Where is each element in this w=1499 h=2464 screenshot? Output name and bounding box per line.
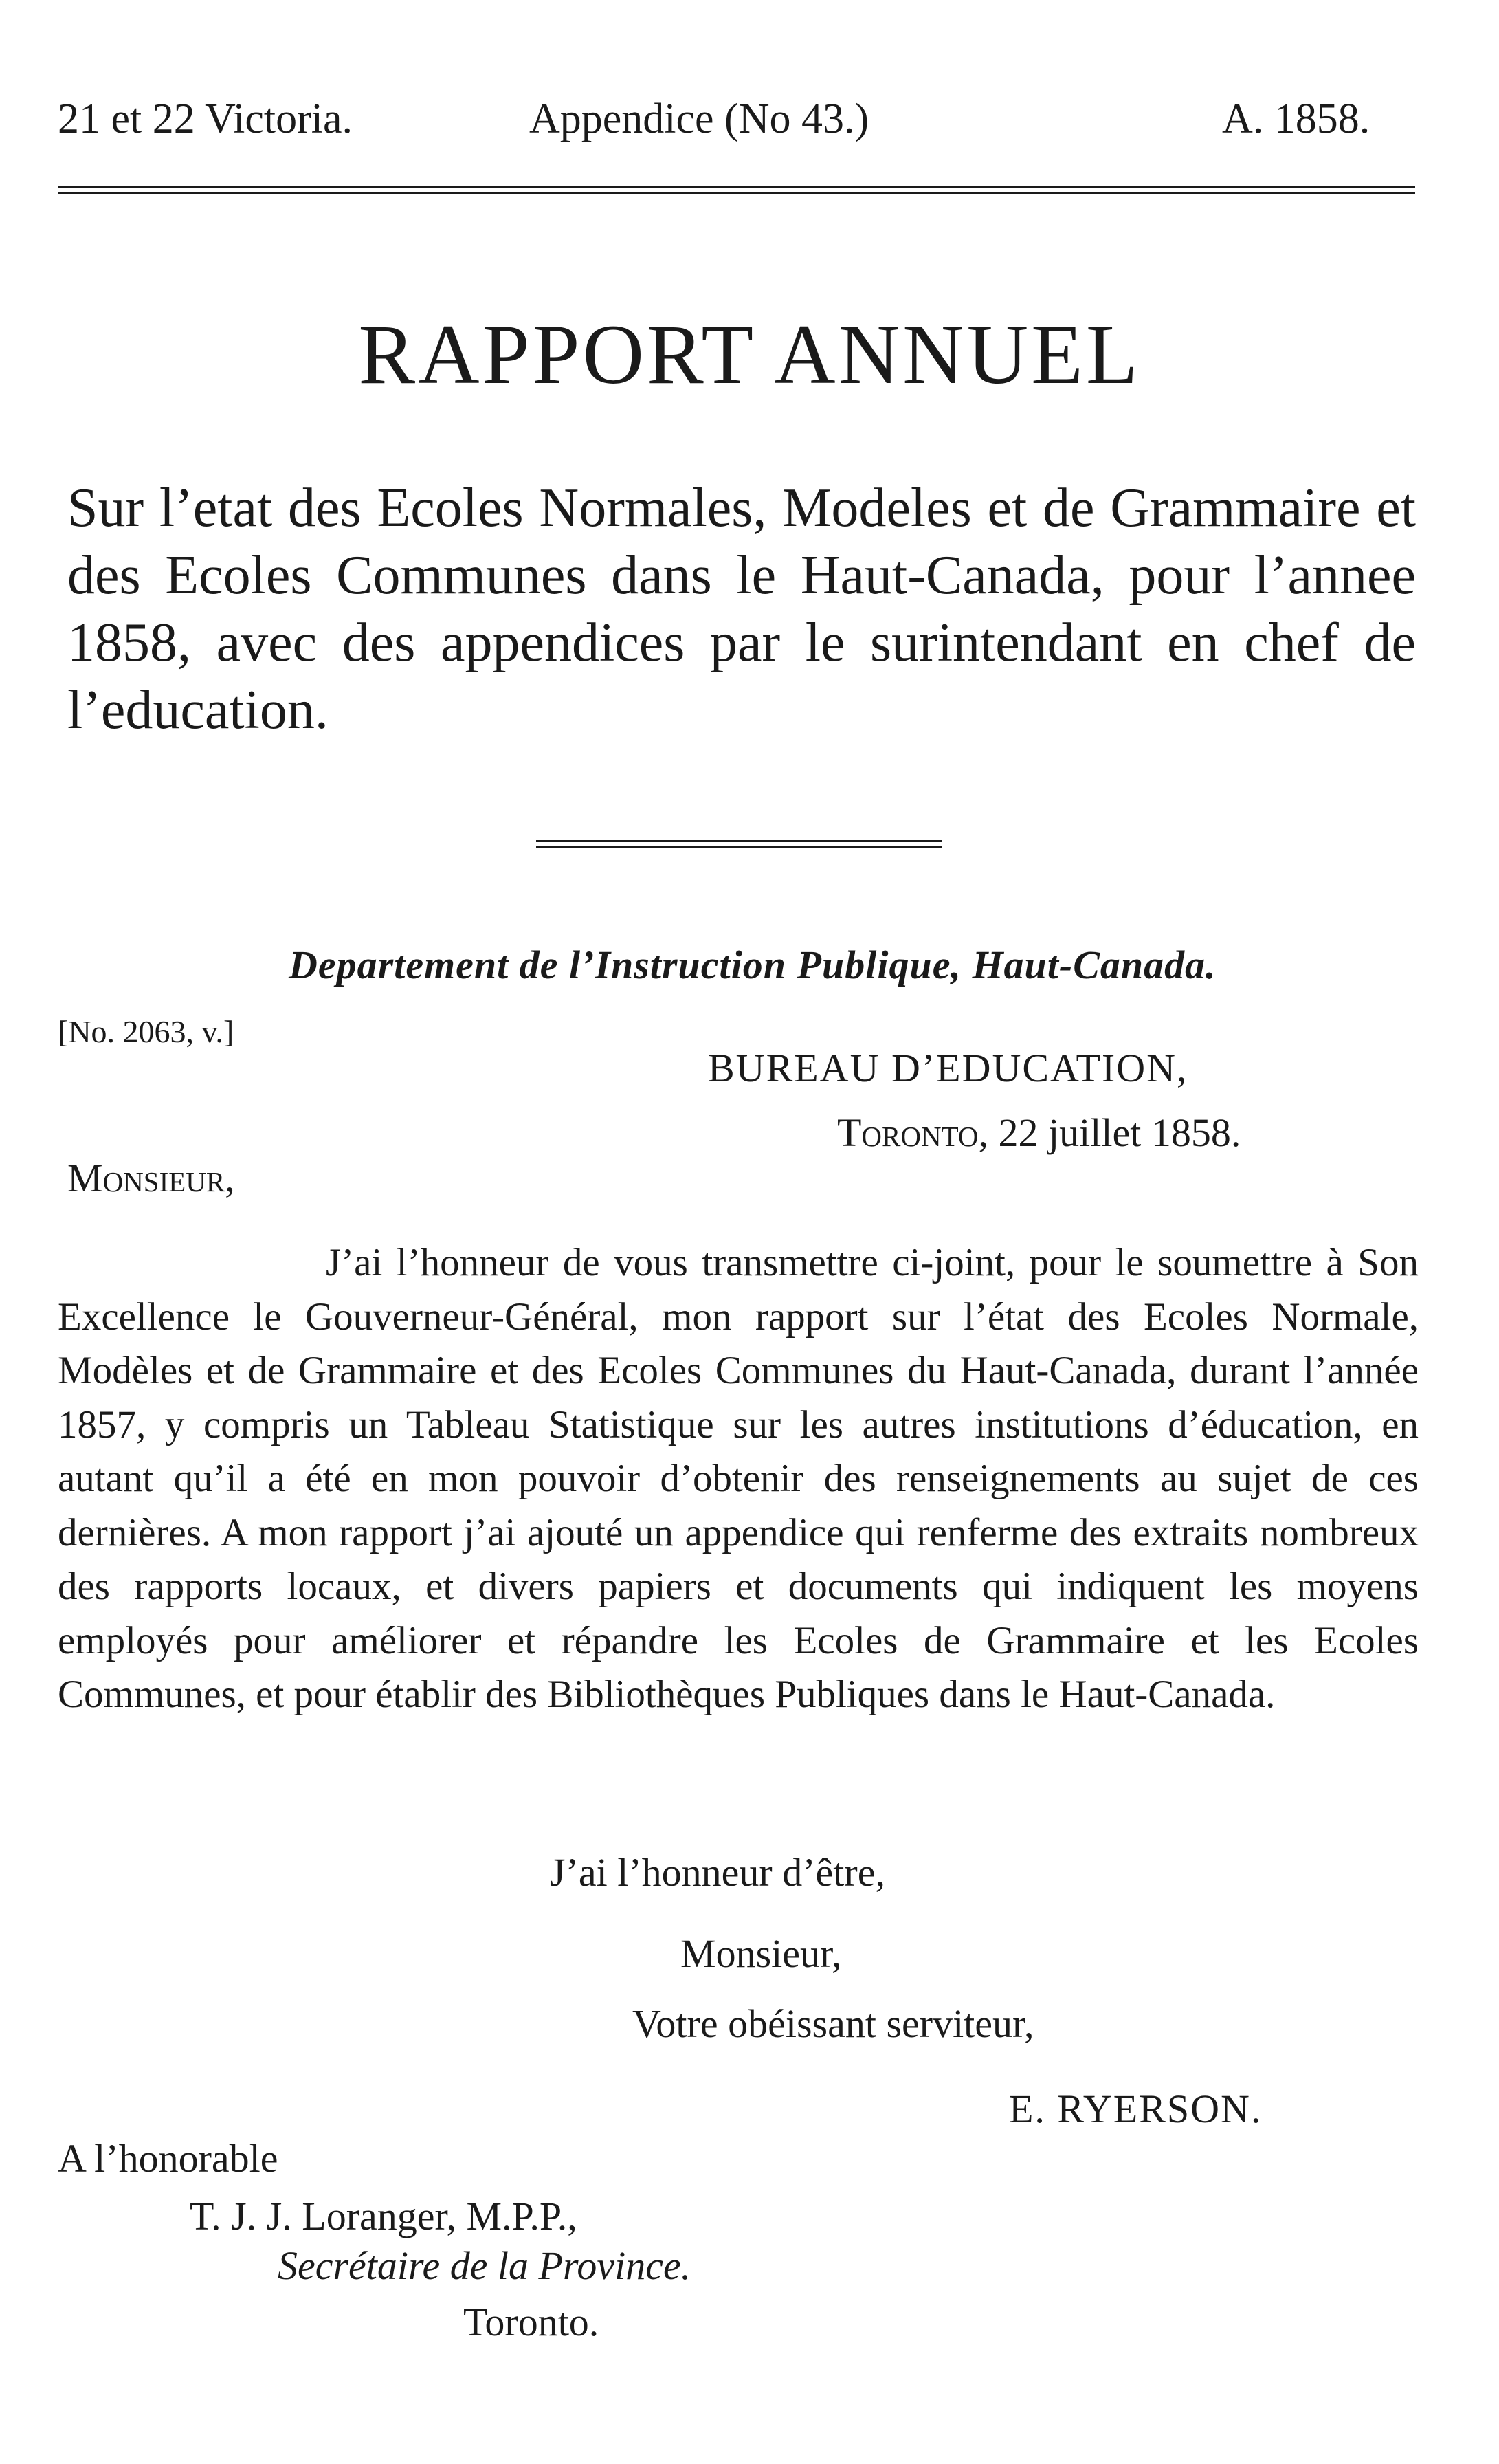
addressee-line-1: A l’honorable <box>58 2136 278 2181</box>
bureau-heading: BUREAU D’EDUCATION, <box>708 1046 1188 1090</box>
salutation: Monsieur, <box>67 1156 235 1200</box>
addressee-city: Toronto. <box>463 2300 599 2344</box>
running-header-appendix: Appendice (No 43.) <box>529 96 869 142</box>
dateline <box>837 1110 1241 1156</box>
dateline-place: Toronto, <box>837 1110 989 1155</box>
addressee-name: T. J. J. Loranger, M.P.P., <box>190 2194 577 2238</box>
closing-line-1: J’ai l’honneur d’être, <box>550 1850 885 1895</box>
signature: E. RYERSON. <box>1009 2087 1263 2131</box>
reference-number: [No. 2063, v.] <box>58 1014 234 1049</box>
letter-body: J’ai l’honneur de vous transmettre ci-joint, pour le soumettre à Son Excellence le Gouverneur-Général, mon rapport sur l’état des Ecoles Normale, Modèles et de Grammaire et des Ecoles Communes du Haut-Canada, durant l’année 1857, y compris un Tableau Statistique sur les autres institutions d’éducation, en autant qu’il a été en mon pouvoir d’obtenir des renseignements au sujet de ces dernières. A mon rapport j’ai ajouté un appendice qui renferme des extraits nombreux des rapports locaux, et divers papiers et documents qui indiquent les moyens employés pour améliorer et répandre les Ecoles de Grammaire et les Ecoles Communes, et pour établir des Bibliothèques Publiques dans le Haut-Canada. <box>58 1241 1419 1716</box>
document-title: RAPPORT ANNUEL <box>358 307 1141 402</box>
running-header-volume: 21 et 22 Victoria. <box>58 96 353 142</box>
closing-line-3: Votre obéissant serviteur, <box>632 2001 1034 2046</box>
section-rule <box>536 840 942 848</box>
document-subtitle: Sur l’etat des Ecoles Normales, Modeles et de Grammaire et des Ecoles Communes dans le Haut-Canada, pour l’annee 1858, avec des appendices par le surintendant en chef de l’education. <box>67 478 1416 740</box>
header-rule <box>58 186 1415 194</box>
running-header-year: A. 1858. <box>1222 96 1370 142</box>
closing-line-2: Monsieur, <box>680 1931 842 1976</box>
addressee-title: Secrétaire de la Province. <box>278 2243 691 2288</box>
dateline-date: 22 juillet 1858. <box>998 1110 1241 1155</box>
department-heading: Departement de l’Instruction Publique, Haut-Canada. <box>289 943 1217 987</box>
